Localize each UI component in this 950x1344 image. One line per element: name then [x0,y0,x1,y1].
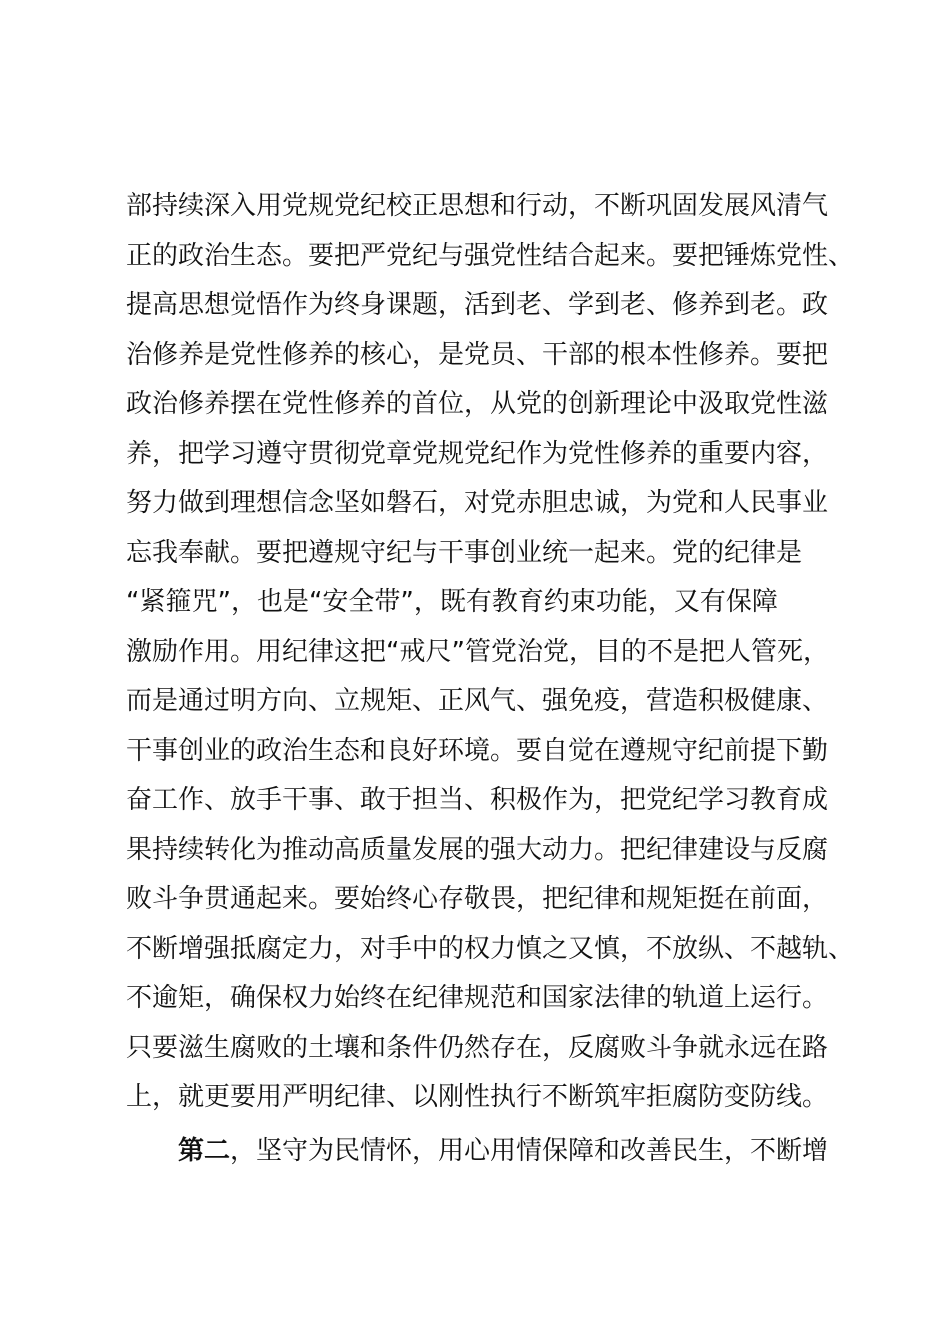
text-line: 奋工作、放手干事、敢于担当、积极作为，把党纪学习教育成 [126,785,829,815]
body-text [126,182,856,1176]
paragraph-1 [126,182,856,1123]
text-line: “紧箍咒”，也是“安全带”，既有教育约束功能，又有保障 [126,587,778,617]
text-line [126,1127,856,1177]
text-line: 部持续深入用党规党纪校正思想和行动，不断巩固发展风清气 [126,191,829,221]
text-line: 败斗争贯通起来。要始终心存敬畏，把纪律和规矩挺在前面， [126,884,829,914]
text-line: 治修养是党性修养的核心，是党员、干部的根本性修养。要把 [126,339,829,370]
text-line: 干事创业的政治生态和良好环境。要自觉在遵规守纪前提下勤 [126,735,829,766]
paragraph-2 [126,1127,856,1177]
text-line: 只要滋生腐败的土壤和条件仍然存在，反腐败斗争就永远在路 [126,1032,829,1063]
text-line: 政治修养摆在党性修养的首位，从党的创新理论中汲取党性滋 [126,389,829,419]
text-line: 正的政治生态。要把严党纪与强党性结合起来。要把锤炼党性、 [126,240,855,271]
text-line: 提高思想觉悟作为终身课题，活到老、学到老、修养到老。政 [126,290,829,320]
text-line: 不断增强抵腐定力，对手中的权力慎之又慎，不放纵、不越轨、 [126,933,855,964]
text-line: 果持续转化为推动高质量发展的强大动力。把纪律建设与反腐 [126,834,829,865]
text-line: 努力做到理想信念坚如磐石，对党赤胆忠诚，为党和人民事业 [126,488,829,518]
paragraph-lead: 第二 [178,1135,231,1166]
paragraph-text: ，坚守为民情怀，用心用情保障和改善民生，不断增 [230,1135,829,1166]
text-line: 而是通过明方向、立规矩、正风气、强免疫，营造积极健康、 [126,686,829,716]
text-line: 不逾矩，确保权力始终在纪律规范和国家法律的轨道上运行。 [126,983,829,1013]
text-line: 上，就更要用严明纪律、以刚性执行不断筑牢拒腐防变防线。 [126,1082,829,1112]
text-line: 激励作用。用纪律这把“戒尺”管党治党，目的不是把人管死， [126,636,829,667]
text-line: 养，把学习遵守贯彻党章党规党纪作为党性修养的重要内容， [126,438,829,469]
text-line: 忘我奉献。要把遵规守纪与干事创业统一起来。党的纪律是 [126,537,803,568]
